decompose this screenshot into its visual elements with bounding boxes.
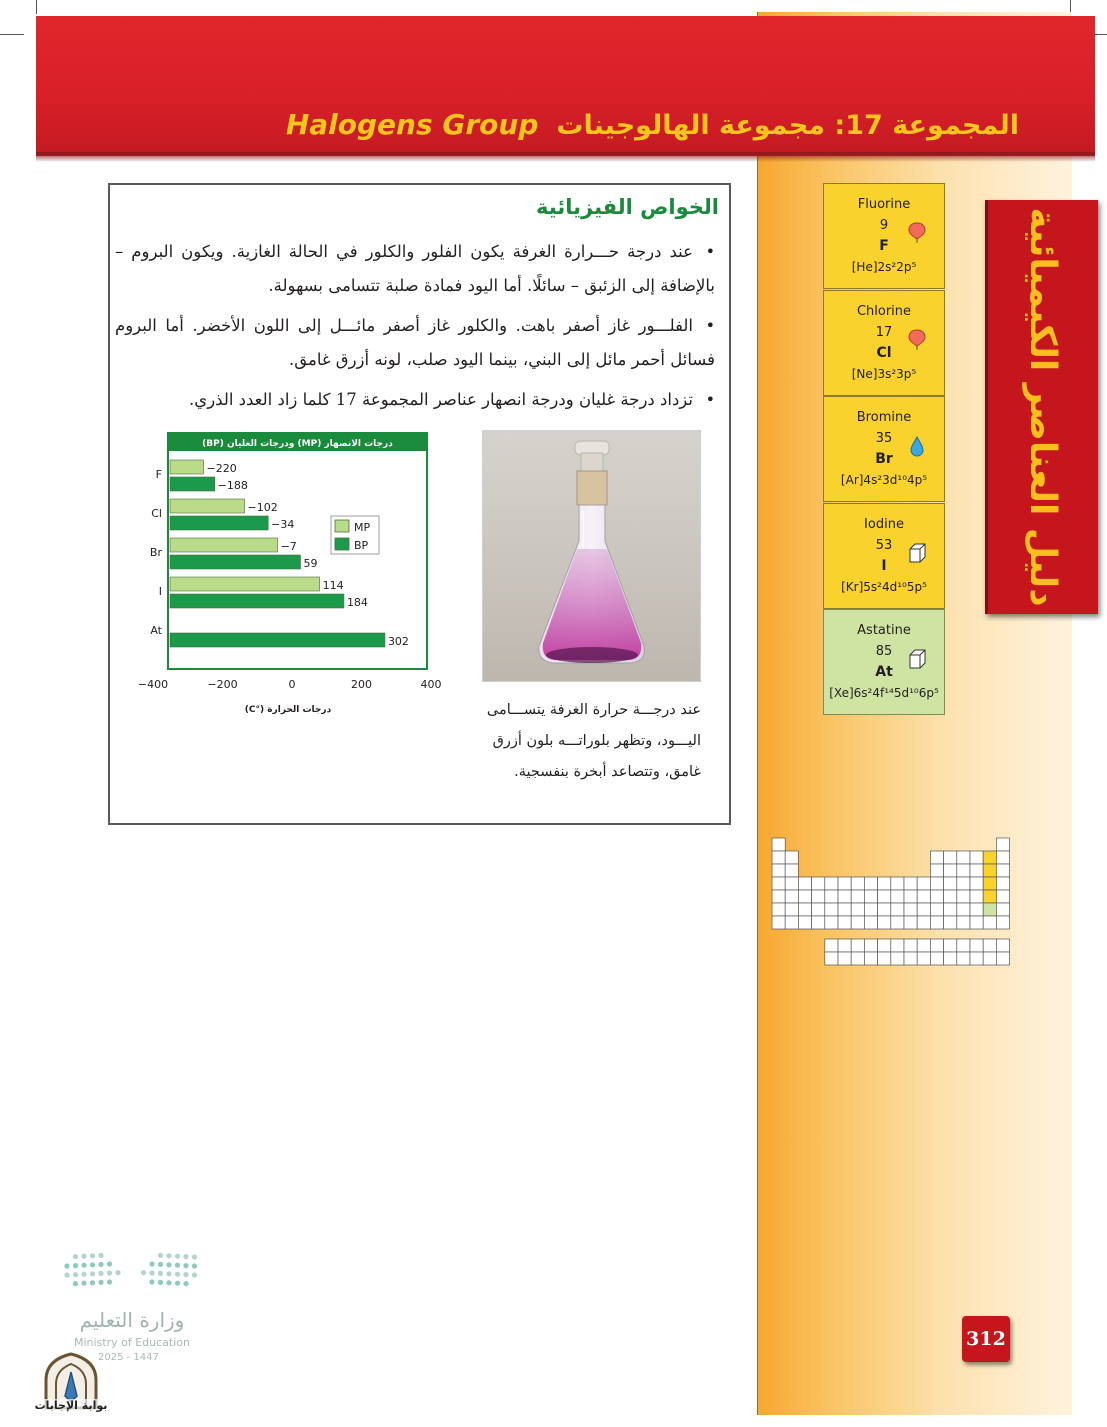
chart-data-label: 59	[303, 557, 318, 570]
periodic-cell	[996, 916, 1009, 929]
logo-dot	[90, 1280, 95, 1285]
page-title-arabic: المجموعة 17: مجموعة الهالوجينات	[556, 110, 1019, 141]
ministry-name-arabic: وزارة التعليم	[79, 1308, 185, 1332]
periodic-cell	[838, 916, 851, 929]
chart-category-label: I	[158, 585, 162, 598]
periodic-cell	[944, 916, 957, 929]
periodic-cell	[825, 890, 838, 903]
chart-x-tick-label: −400	[137, 678, 169, 691]
periodic-cell	[785, 903, 798, 916]
periodic-cell	[983, 916, 996, 929]
chart-title: درجات الانصهار (MP) ودرجات الغليان (BP)	[202, 439, 393, 449]
periodic-cell	[825, 877, 838, 890]
periodic-cell-f-block	[864, 952, 877, 965]
logo-dot	[192, 1254, 197, 1259]
periodic-cell	[785, 864, 798, 877]
periodic-cell	[996, 903, 1009, 916]
element-number: 85	[875, 644, 893, 659]
element-card	[823, 183, 945, 289]
periodic-cell	[996, 890, 1009, 903]
periodic-cell-f-block	[851, 952, 864, 965]
logo-dot	[192, 1272, 197, 1277]
logo-dot	[107, 1261, 112, 1266]
bullet-item	[115, 383, 715, 417]
periodic-cell	[944, 903, 957, 916]
section-heading: الخواص الفيزيائية	[536, 195, 719, 219]
element-card	[823, 290, 945, 396]
periodic-cell	[785, 916, 798, 929]
periodic-cell	[798, 877, 811, 890]
periodic-cell	[983, 890, 996, 903]
element-configuration: [Ne]3s²3p⁵	[851, 366, 917, 381]
periodic-cell	[825, 916, 838, 929]
chart-data-label: −7	[280, 540, 297, 553]
periodic-cell	[904, 877, 917, 890]
periodic-cell	[878, 916, 891, 929]
periodic-cell	[996, 838, 1009, 851]
periodic-cell	[917, 903, 930, 916]
chart-data-label: −102	[247, 501, 278, 514]
logo-dot	[98, 1271, 103, 1276]
logo-dot	[90, 1271, 95, 1276]
periodic-cell	[772, 864, 785, 877]
periodic-cell	[864, 890, 877, 903]
periodic-cell	[851, 890, 864, 903]
element-name: Fluorine	[857, 197, 911, 212]
chart-bar-mp	[170, 538, 278, 552]
periodic-cell	[930, 877, 943, 890]
photo-caption: عند درجـــة حرارة الغرفة يتســـامى اليـــود، وتظهر بلوراتـــه بلون أزرق غامق، وتتصاعد أبخرة بنفسجية.	[486, 702, 701, 780]
logo-dot	[175, 1272, 180, 1277]
periodic-cell	[957, 877, 970, 890]
chart-category-label: F	[155, 468, 162, 481]
element-configuration: [Xe]6s²4f¹⁴5d¹⁰6p⁵	[829, 686, 939, 700]
periodic-cell	[904, 916, 917, 929]
periodic-cell-f-block	[904, 939, 917, 952]
periodic-cell	[785, 877, 798, 890]
chart-legend-swatch	[335, 520, 349, 532]
chart-x-tick-label: 400	[420, 678, 442, 691]
page-number: 312	[962, 1316, 1010, 1362]
logo-dot	[73, 1263, 78, 1268]
periodic-cell	[785, 890, 798, 903]
element-card	[823, 503, 945, 609]
periodic-cell	[957, 890, 970, 903]
periodic-cell	[838, 903, 851, 916]
periodic-cell-f-block	[970, 952, 983, 965]
element-configuration: [Ar]4s²3d¹⁰4p⁵	[840, 473, 928, 487]
bullet-symbol: •	[705, 316, 715, 335]
logo-dot	[149, 1270, 154, 1275]
chart-x-tick-label: −200	[207, 678, 238, 691]
logo-dot	[192, 1263, 197, 1268]
element-symbol: Br	[875, 451, 893, 467]
periodic-cell-f-block	[838, 952, 851, 965]
periodic-cell-f-block	[825, 952, 838, 965]
periodic-cell-f-block	[983, 939, 996, 952]
logo-dot	[81, 1272, 86, 1277]
periodic-cell	[957, 916, 970, 929]
chart-bar-mp	[170, 577, 320, 591]
side-tab	[985, 200, 1098, 614]
page-title-english: Halogens Group	[285, 108, 539, 141]
logo-dot	[158, 1280, 163, 1285]
logo-dot	[166, 1271, 171, 1276]
periodic-cell-f-block	[917, 952, 930, 965]
bullet-item	[115, 235, 715, 303]
element-symbol: F	[879, 238, 889, 254]
ministry-year: 2025 - 1447	[98, 1352, 159, 1363]
logo-dot	[90, 1253, 95, 1258]
melting-boiling-chart	[137, 430, 442, 720]
element-card	[823, 609, 945, 715]
chart-data-label: 302	[387, 635, 409, 648]
chart-x-tick-label: 200	[351, 678, 372, 691]
gas-balloon-icon	[908, 329, 926, 351]
periodic-cell	[917, 890, 930, 903]
periodic-cell	[944, 864, 957, 877]
periodic-cell-f-block	[891, 939, 904, 952]
periodic-cell	[996, 851, 1009, 864]
element-number: 53	[875, 537, 893, 553]
bullet-symbol: •	[705, 390, 715, 409]
element-name: Astatine	[857, 623, 911, 638]
ministry-name-english: Ministry of Education	[73, 1336, 190, 1349]
element-name: Chlorine	[856, 303, 912, 319]
periodic-cell	[851, 916, 864, 929]
periodic-cell-f-block	[878, 952, 891, 965]
periodic-cell-f-block	[878, 939, 891, 952]
element-name: Iodine	[864, 516, 904, 532]
element-symbol: I	[881, 557, 887, 574]
logo-dot	[115, 1270, 120, 1275]
periodic-cell-f-block	[957, 939, 970, 952]
mini-periodic-table	[770, 838, 1020, 968]
element-number: 17	[875, 324, 893, 340]
periodic-cell	[812, 890, 825, 903]
periodic-cell-f-block	[996, 952, 1009, 965]
periodic-cell	[944, 890, 957, 903]
logo-dot	[183, 1254, 188, 1259]
periodic-cell	[798, 890, 811, 903]
periodic-cell	[970, 903, 983, 916]
periodic-cell	[772, 838, 785, 851]
chart-x-tick-label: 0	[288, 678, 296, 691]
periodic-cell-f-block	[864, 939, 877, 952]
logo-dot	[158, 1262, 163, 1267]
logo-dot	[166, 1280, 171, 1285]
periodic-cell	[930, 851, 943, 864]
periodic-cell-f-block	[970, 939, 983, 952]
periodic-cell-f-block	[891, 952, 904, 965]
periodic-cell	[812, 877, 825, 890]
periodic-cell	[996, 864, 1009, 877]
chart-bar-bp	[170, 633, 385, 647]
solid-cube-icon	[908, 648, 926, 670]
chart-x-axis-label: درجات الحرارة (°C)	[244, 705, 332, 715]
periodic-cell	[930, 890, 943, 903]
bullet-item	[115, 309, 715, 377]
periodic-cell-f-block	[996, 939, 1009, 952]
logo-dot	[81, 1254, 86, 1259]
chart-legend-label: MP	[354, 521, 371, 534]
chart-bar-bp	[170, 516, 268, 530]
logo-dot	[64, 1272, 69, 1277]
periodic-cell	[983, 903, 996, 916]
logo-dot	[98, 1280, 103, 1285]
logo-dot	[183, 1263, 188, 1268]
periodic-cell	[812, 903, 825, 916]
periodic-cell	[825, 903, 838, 916]
page-title	[286, 108, 1019, 148]
chart-bar-bp	[170, 594, 344, 608]
logo-dot	[98, 1253, 103, 1258]
periodic-cell	[838, 890, 851, 903]
content-box	[108, 183, 731, 825]
periodic-cell-f-block	[957, 952, 970, 965]
periodic-cell-f-block	[944, 939, 957, 952]
chart-bar-bp	[170, 477, 215, 491]
periodic-cell	[798, 916, 811, 929]
periodic-cell	[970, 864, 983, 877]
periodic-cell	[772, 877, 785, 890]
element-configuration: [He]2s²2p⁵	[851, 260, 917, 274]
periodic-cell	[891, 877, 904, 890]
chart-data-label: 114	[322, 579, 344, 592]
chart-category-label: At	[150, 624, 162, 637]
logo-dot	[158, 1271, 163, 1276]
element-configuration: [Kr]5s²4d¹⁰5p⁵	[841, 579, 927, 594]
logo-dot	[107, 1279, 112, 1284]
flask-illustration	[483, 431, 700, 681]
element-symbol: At	[875, 664, 893, 680]
periodic-cell	[772, 890, 785, 903]
logo-dot	[141, 1270, 146, 1275]
chart-bar-bp	[170, 555, 301, 569]
element-name: Bromine	[856, 410, 912, 425]
periodic-cell-f-block	[838, 939, 851, 952]
header-shadow	[36, 152, 1095, 162]
ministry-logo-icon	[62, 1248, 202, 1298]
logo-dot	[183, 1281, 188, 1286]
element-number: 9	[879, 218, 889, 233]
element-card	[823, 396, 945, 502]
periodic-cell	[957, 903, 970, 916]
logo-dot	[73, 1254, 78, 1259]
logo-dot	[166, 1262, 171, 1267]
periodic-cell	[970, 916, 983, 929]
periodic-cell-f-block	[944, 952, 957, 965]
bullet-symbol: •	[705, 242, 715, 261]
chart-data-label: −220	[206, 462, 237, 475]
periodic-cell-f-block	[851, 939, 864, 952]
periodic-cell	[864, 877, 877, 890]
periodic-cell	[983, 877, 996, 890]
logo-dot	[149, 1261, 154, 1266]
periodic-cell	[917, 877, 930, 890]
periodic-cell	[851, 903, 864, 916]
chart-bar-mp	[170, 460, 204, 474]
periodic-cell	[970, 851, 983, 864]
periodic-cell	[944, 851, 957, 864]
logo-dot	[175, 1254, 180, 1259]
periodic-cell	[930, 903, 943, 916]
element-symbol: Cl	[876, 344, 892, 361]
periodic-cell-f-block	[825, 939, 838, 952]
periodic-cell	[930, 916, 943, 929]
logo-dot	[81, 1281, 86, 1286]
periodic-cell-f-block	[930, 952, 943, 965]
chart-legend-swatch	[335, 538, 349, 550]
periodic-cell	[970, 890, 983, 903]
logo-dot	[158, 1253, 163, 1258]
periodic-cell-f-block	[917, 939, 930, 952]
periodic-cell	[917, 916, 930, 929]
logo-dot	[90, 1262, 95, 1267]
periodic-cell	[864, 916, 877, 929]
chart-category-label: Cl	[151, 507, 162, 520]
periodic-cell	[772, 916, 785, 929]
chart-category-label: Br	[149, 546, 162, 559]
chart-data-label: 184	[346, 596, 368, 609]
chart-legend-label: BP	[354, 539, 369, 552]
periodic-cell	[983, 851, 996, 864]
periodic-cell	[944, 877, 957, 890]
periodic-cell	[891, 890, 904, 903]
periodic-cell-f-block	[983, 952, 996, 965]
periodic-cell	[772, 851, 785, 864]
bullet-text: تزداد درجة غليان ودرجة انصهار عناصر المجموعة 17 كلما زاد العدد الذري.	[189, 390, 693, 409]
periodic-cell	[878, 877, 891, 890]
logo-dot	[98, 1262, 103, 1267]
periodic-cell	[864, 903, 877, 916]
chart-data-label: −188	[217, 479, 248, 492]
logo-dot	[175, 1263, 180, 1268]
gas-balloon-icon	[908, 222, 926, 244]
periodic-cell	[851, 877, 864, 890]
periodic-cell-f-block	[930, 939, 943, 952]
element-number: 35	[875, 431, 893, 446]
periodic-cell	[891, 916, 904, 929]
logo-dot	[81, 1263, 86, 1268]
periodic-cell	[878, 903, 891, 916]
iodine-flask-photo	[482, 430, 701, 682]
periodic-cell	[785, 851, 798, 864]
periodic-cell	[891, 903, 904, 916]
periodic-cell	[957, 864, 970, 877]
logo-dot	[183, 1272, 188, 1277]
logo-dot	[107, 1270, 112, 1275]
periodic-cell	[983, 864, 996, 877]
periodic-cell	[772, 903, 785, 916]
periodic-cell	[970, 877, 983, 890]
logo-dot	[166, 1253, 171, 1258]
periodic-cell-f-block	[904, 952, 917, 965]
periodic-cell	[996, 877, 1009, 890]
periodic-cell	[930, 864, 943, 877]
logo-dot	[149, 1279, 154, 1284]
periodic-cell	[957, 851, 970, 864]
solid-cube-icon	[908, 542, 926, 564]
periodic-cell	[904, 890, 917, 903]
periodic-cell	[812, 916, 825, 929]
logo-dot	[175, 1281, 180, 1286]
chart-data-label: −34	[271, 518, 295, 531]
liquid-drop-icon	[908, 435, 926, 457]
answers-gate-label: بوابة الإجابات	[30, 1399, 112, 1412]
logo-dot	[73, 1281, 78, 1286]
bullet-text: الفلـــور غاز أصفر باهت. والكلور غاز أصفر مائـــل إلى اللون الأخضر. أما البروم فسائل أحمر مائل إلى البني، بينما اليود صلب، لونه أزرق غامق.	[115, 316, 715, 369]
chart-bar-mp	[170, 499, 245, 513]
bullet-text: عند درجة حـــرارة الغرفة يكون الفلور والكلور في الحالة الغازية. ويكون البروم – بالإضافة إلى الزئبق – سائلًا. أما اليود فمادة صلبة تتسامى بسهولة.	[115, 242, 715, 295]
periodic-cell	[878, 890, 891, 903]
side-tab-label: دليل العناصر الكيميائية	[1022, 207, 1064, 607]
logo-dot	[73, 1272, 78, 1277]
periodic-cell	[798, 903, 811, 916]
periodic-cell	[904, 903, 917, 916]
periodic-cell	[838, 877, 851, 890]
logo-dot	[64, 1263, 69, 1268]
